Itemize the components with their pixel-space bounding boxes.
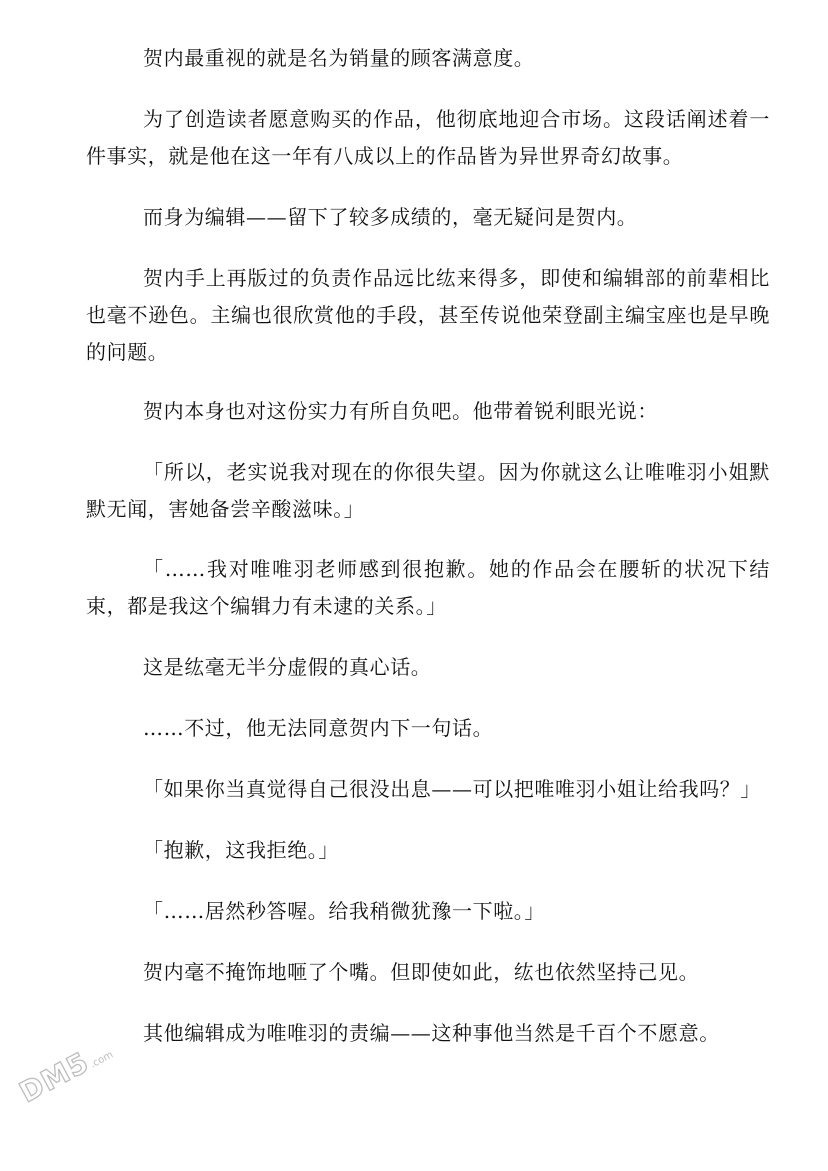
paragraph-7: 「……我对唯唯羽老师感到很抱歉。她的作品会在腰斩的状况下结束，都是我这个编辑力有未逮的关系。」 <box>86 557 770 618</box>
paragraph-14: 其他编辑成为唯唯羽的责编——这种事他当然是千百个不愿意。 <box>143 1021 720 1045</box>
paragraph-9: ……不过，他无法同意贺内下一句话。 <box>143 716 494 740</box>
paragraph-6: 「所以，老实说我对现在的你很失望。因为你就这么让唯唯羽小姐默默无闻，害她备尝辛酸滋味。」 <box>86 460 770 521</box>
watermark-suffix: .com <box>88 1049 116 1071</box>
paragraph-13: 贺内毫不掩饰地咂了个嘴。但即使如此，纮也依然坚持己见。 <box>143 960 700 984</box>
paragraph-10: 「如果你当真觉得自己很没出息——可以把唯唯羽小姐让给我吗？」 <box>143 777 761 801</box>
paragraph-5: 贺内本身也对这份实力有所自负吧。他带着锐利眼光说： <box>143 399 658 423</box>
paragraph-11: 「抱歉，这我拒绝。」 <box>143 838 339 862</box>
paragraph-12: 「……居然秒答喔。给我稍微犹豫一下啦。」 <box>143 899 545 923</box>
paragraph-4: 贺内手上再版过的负责作品远比纮来得多，即使和编辑部的前辈相比也毫不逊色。主编也很欣赏他的手段，甚至传说他荣登副主编宝座也是早晚的问题。 <box>86 266 770 364</box>
paragraph-8: 这是纮毫无半分虚假的真心话。 <box>143 655 432 679</box>
paragraph-3: 而身为编辑——留下了较多成绩的，毫无疑问是贺内。 <box>143 205 638 229</box>
paragraph-2: 为了创造读者愿意购买的作品，他彻底地迎合市场。这段话阐述着一件事实，就是他在这一年有八成以上的作品皆为异世界奇幻故事。 <box>86 107 770 168</box>
paragraph-1: 贺内最重视的就是名为销量的顾客满意度。 <box>143 46 535 70</box>
watermark-logo: DM5 <box>14 1045 95 1110</box>
